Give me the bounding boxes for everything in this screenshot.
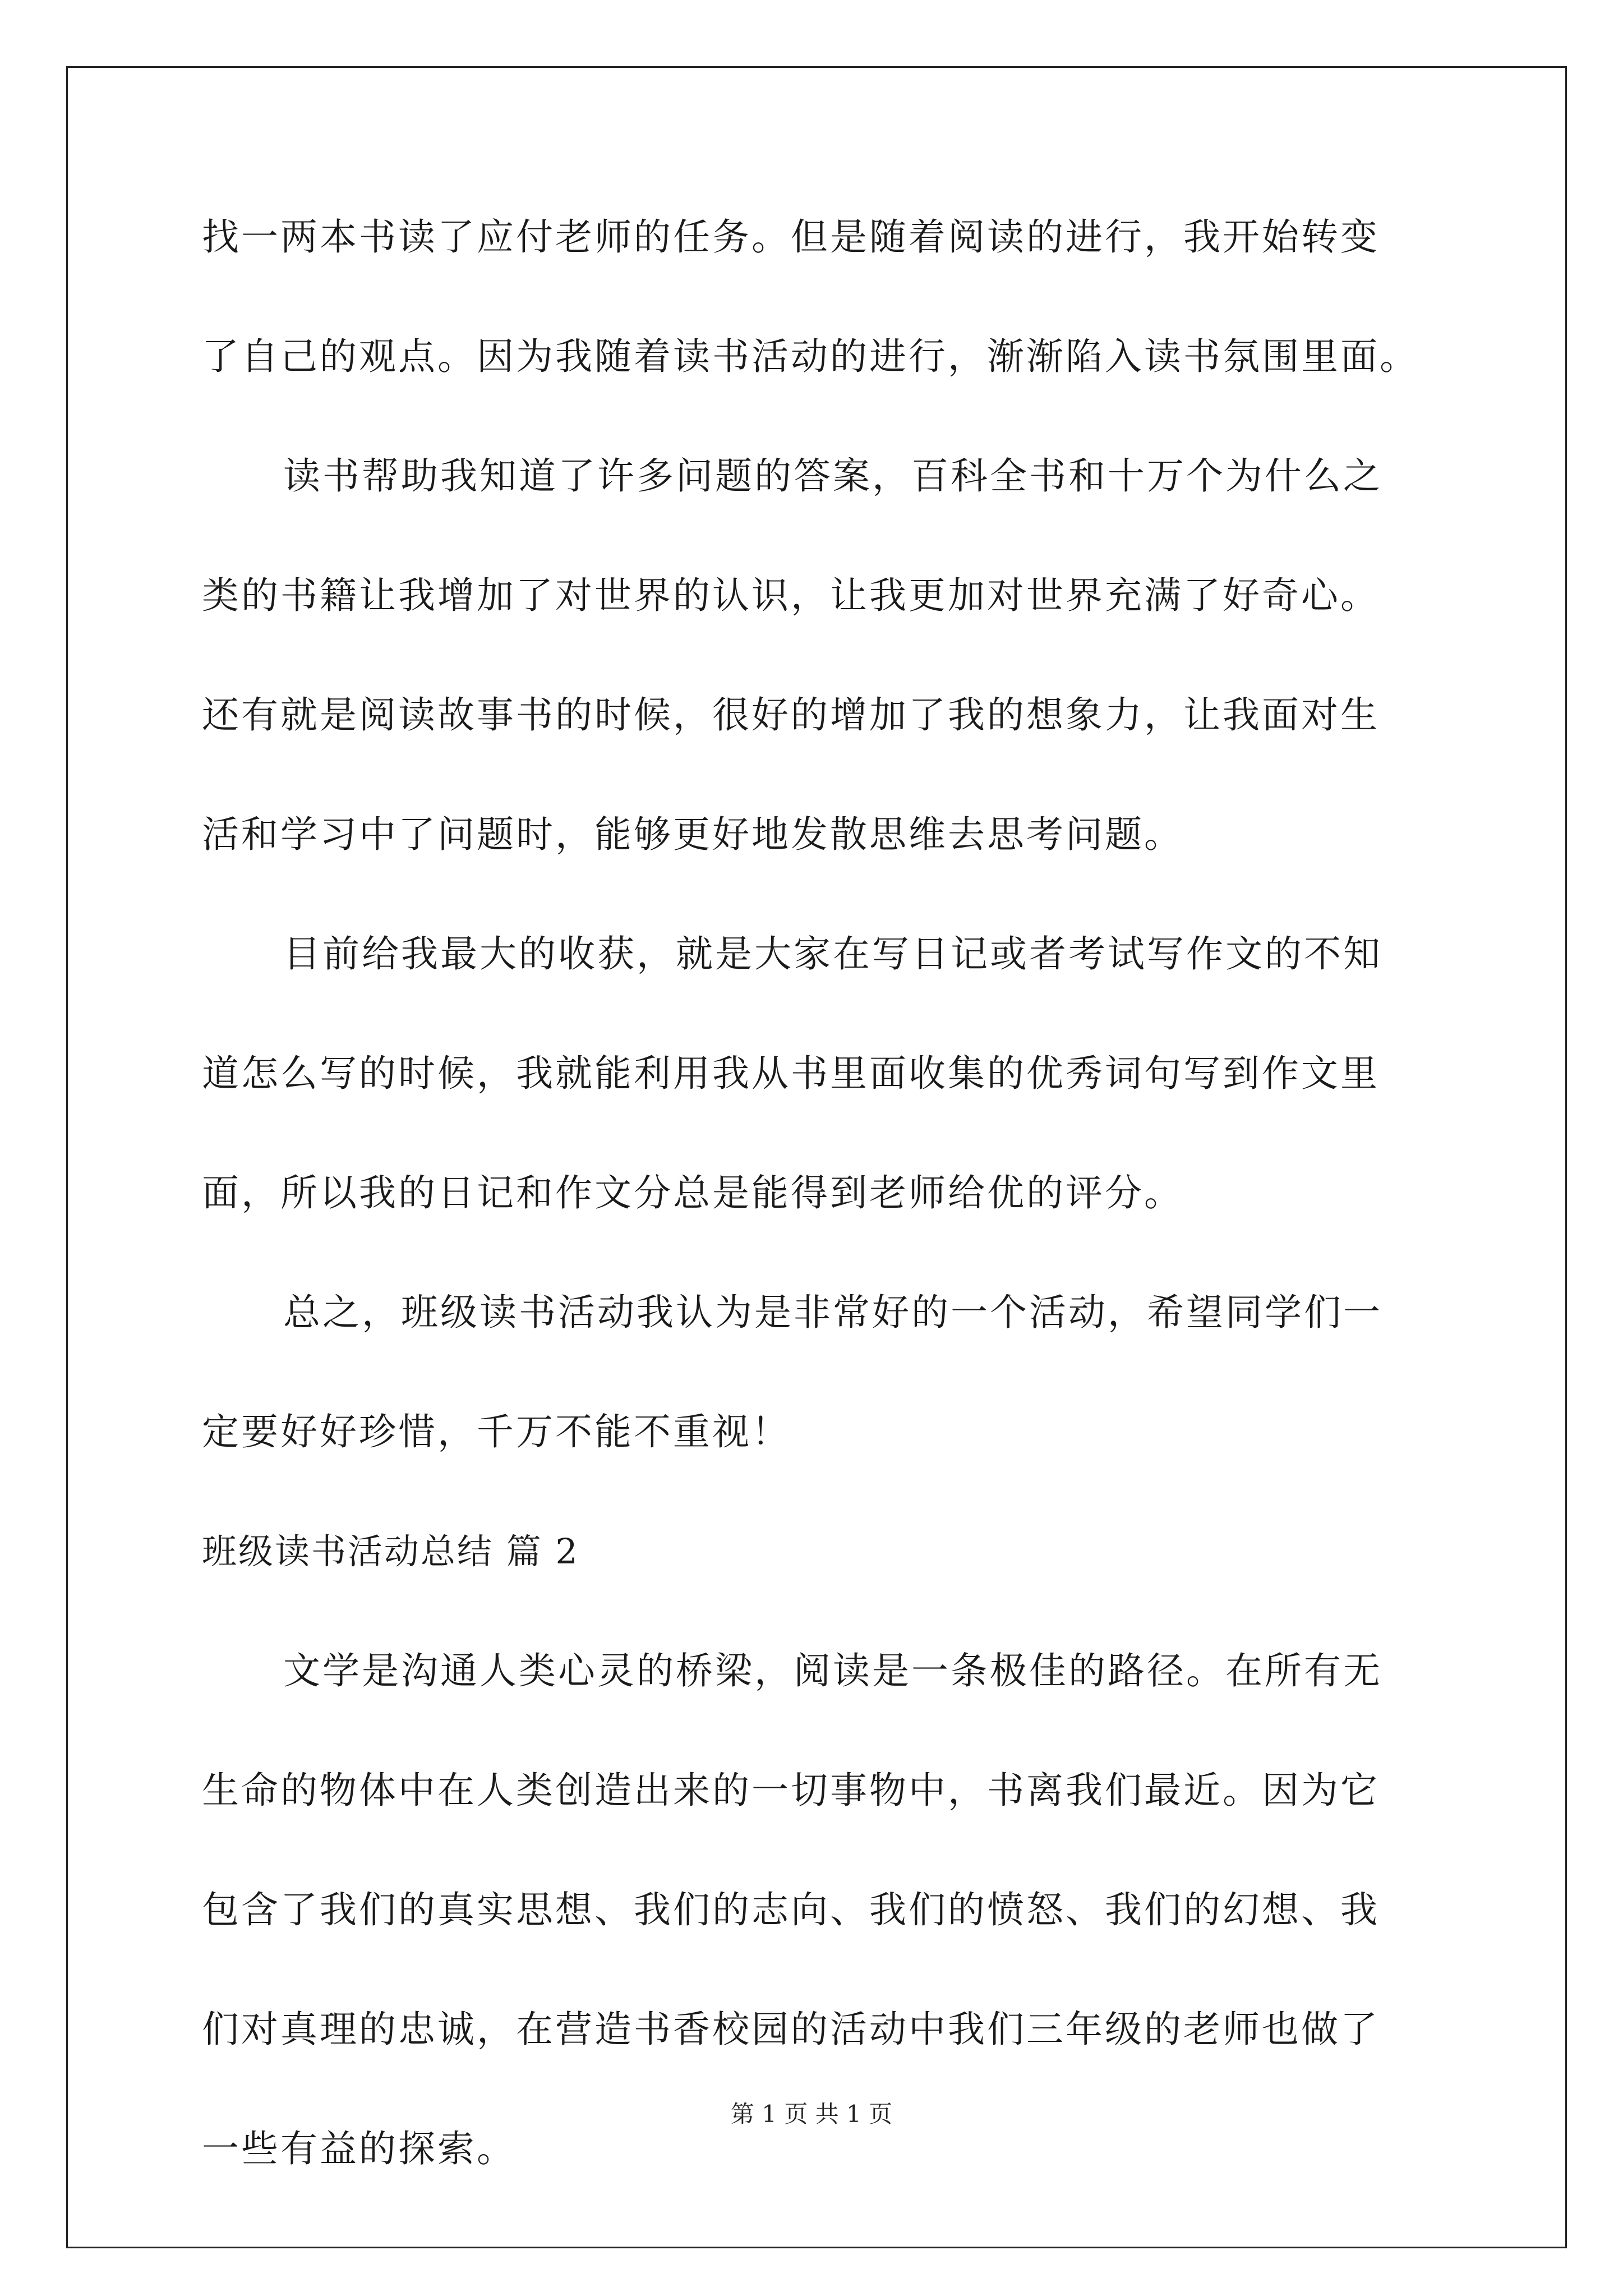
text-line: 包含了我们的真实思想、我们的志向、我们的愤怒、我们的幻想、我 xyxy=(202,1888,1380,1931)
text-line: 总之，班级读书活动我认为是非常好的一个活动，希望同学们一 xyxy=(283,1291,1382,1334)
text-line: 目前给我最大的收获，就是大家在写日记或者考试写作文的不知 xyxy=(283,932,1382,976)
page-footer: 第 1 页 共 1 页 xyxy=(730,2100,893,2128)
text-line: 还有就是阅读故事书的时候，很好的增加了我的想象力，让我面对生 xyxy=(202,693,1380,737)
text-line: 一些有益的探索。 xyxy=(202,2127,516,2170)
text-line: 文学是沟通人类心灵的桥梁，阅读是一条极佳的路径。在所有无 xyxy=(283,1649,1382,1692)
text-line: 了自己的观点。因为我随着读书活动的进行，渐渐陷入读书氛围里面。 xyxy=(202,335,1419,378)
text-line: 活和学习中了问题时，能够更好地发散思维去思考问题。 xyxy=(202,813,1183,856)
section-heading: 班级读书活动总结 篇 2 xyxy=(202,1531,579,1572)
text-line: 类的书籍让我增加了对世界的认识，让我更加对世界充满了好奇心。 xyxy=(202,574,1380,617)
text-line: 面，所以我的日记和作文分总是能得到老师给优的评分。 xyxy=(202,1171,1183,1214)
text-line: 道怎么写的时候，我就能利用我从书里面收集的优秀词句写到作文里 xyxy=(202,1052,1380,1095)
document-body xyxy=(202,215,1441,2250)
text-line: 定要好好珍惜，千万不能不重视！ xyxy=(202,1410,791,1453)
text-line: 找一两本书读了应付老师的任务。但是随着阅读的进行，我开始转变 xyxy=(202,215,1380,259)
text-line: 生命的物体中在人类创造出来的一切事物中，书离我们最近。因为它 xyxy=(202,1769,1380,1812)
text-line: 读书帮助我知道了许多问题的答案，百科全书和十万个为什么之 xyxy=(283,454,1382,498)
text-line: 们对真理的忠诚，在营造书香校园的活动中我们三年级的老师也做了 xyxy=(202,2008,1380,2051)
